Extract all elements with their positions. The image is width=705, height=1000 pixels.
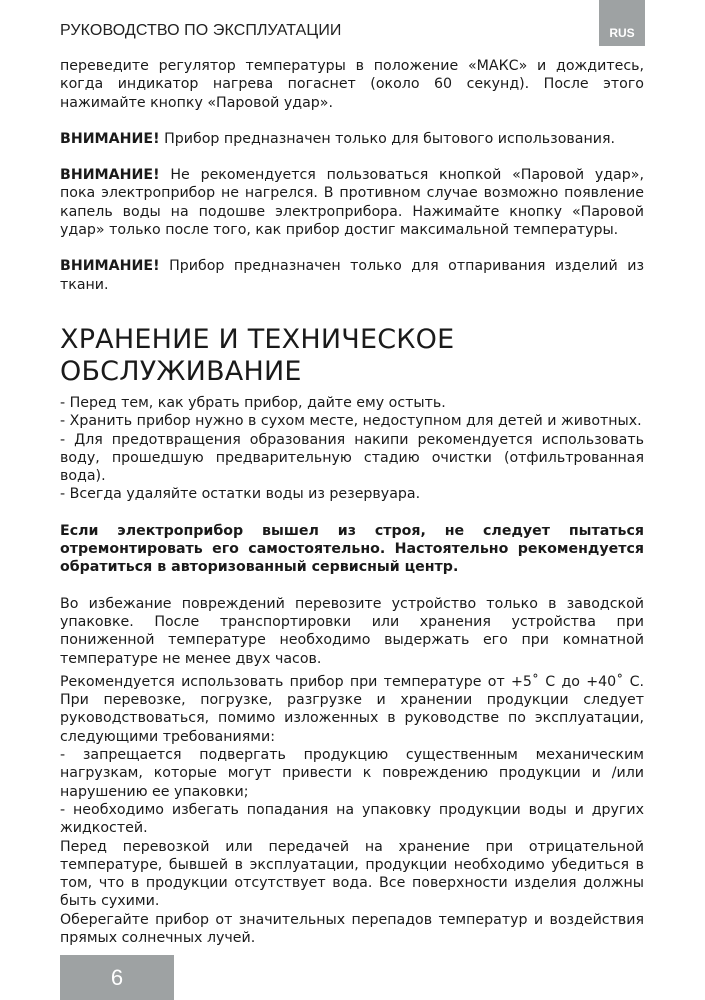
section-heading-line: ОБСЛУЖИВАНИЕ — [60, 355, 302, 387]
warning-2 — [60, 166, 644, 239]
list-item: - Хранить прибор нужно в сухом месте, недоступном для детей и животных. — [60, 413, 642, 430]
section-heading — [60, 324, 644, 388]
page-number: 6 — [60, 955, 174, 1000]
warning-text: Не рекомендуется пользоваться кнопкой «Паровой удар», пока электроприбор не нагрелся. В противном случае возможно появление капель воды на подошве электроприбора. Нажимайте кнопку «Паровой удар» только после того, как прибор достиг максимальной температуры. — [60, 167, 644, 239]
warning-3 — [60, 257, 644, 294]
page-content — [60, 57, 644, 947]
section-heading-line: ХРАНЕНИЕ И ТЕХНИЧЕСКОЕ — [60, 323, 455, 355]
language-tab: RUS — [599, 0, 645, 46]
warning-1 — [60, 130, 644, 148]
intro-paragraph: переведите регулятор температуры в положение «МАКС» и дождитесь, когда индикатор нагрева погаснет (около 60 секунд). После этого нажимайте кнопку «Паровой удар». — [60, 58, 644, 111]
storage-line: Оберегайте прибор от значительных перепадов температур и воздействия прямых солнечных лучей. — [60, 911, 644, 946]
storage-line: - запрещается подвергать продукцию существенным механическим нагрузкам, которые могут привести к повреждению продукции и /или нарушению ее упаковки; — [60, 747, 644, 800]
service-notice-text: Если электроприбор вышел из строя, не следует пытаться отремонтировать его самостоятельно. Настоятельно рекомендуется обратиться в авторизованный сервисный центр. — [60, 522, 644, 576]
storage-line: - необходимо избегать попадания на упаковку продукции воды и других жидкостей. — [60, 801, 644, 837]
list-item: - Для предотвращения образования накипи рекомендуется использовать воду, прошедшую предварительную стадию очистки (отфильтрованная вода). — [60, 431, 644, 485]
transport-paragraph: Во избежание повреждений перевозите устройство только в заводской упаковке. После транспортировки или хранения устройства при пониженной температуре необходимо выдержать его при комнатной температуре не менее двух часов. — [60, 595, 644, 667]
warning-label: ВНИМАНИЕ! — [60, 130, 160, 147]
warning-text: Прибор предназначен только для бытового использования. — [159, 130, 615, 147]
warning-label: ВНИМАНИЕ! — [60, 167, 160, 184]
service-notice — [60, 522, 644, 577]
storage-line: Рекомендуется использовать прибор при температуре от +5˚ С до +40˚ С. При перевозке, погрузке, разгрузке и хранении продукции следует руководствоваться, помимо изложенных в руководстве по эксплуатации, следующими требованиями: — [60, 673, 644, 745]
list-item: - Перед тем, как убрать прибор, дайте ему остыть. — [60, 394, 446, 411]
warning-label: ВНИМАНИЕ! — [60, 258, 160, 275]
warning-text: Прибор предназначен только для отпаривания изделий из ткани. — [60, 258, 644, 293]
storage-line: Перед перевозкой или передачей на хранение при отрицательной температуре, бывшей в эксплуатации, продукции необходимо убедиться в том, что в продукции отсутствует вода. Все поверхности изделия должны быть сухими. — [60, 838, 644, 910]
header-title: РУКОВОДСТВО ПО ЭКСПЛУАТАЦИИ — [60, 22, 342, 39]
list-item: - Всегда удаляйте остатки воды из резервуара. — [60, 486, 421, 503]
